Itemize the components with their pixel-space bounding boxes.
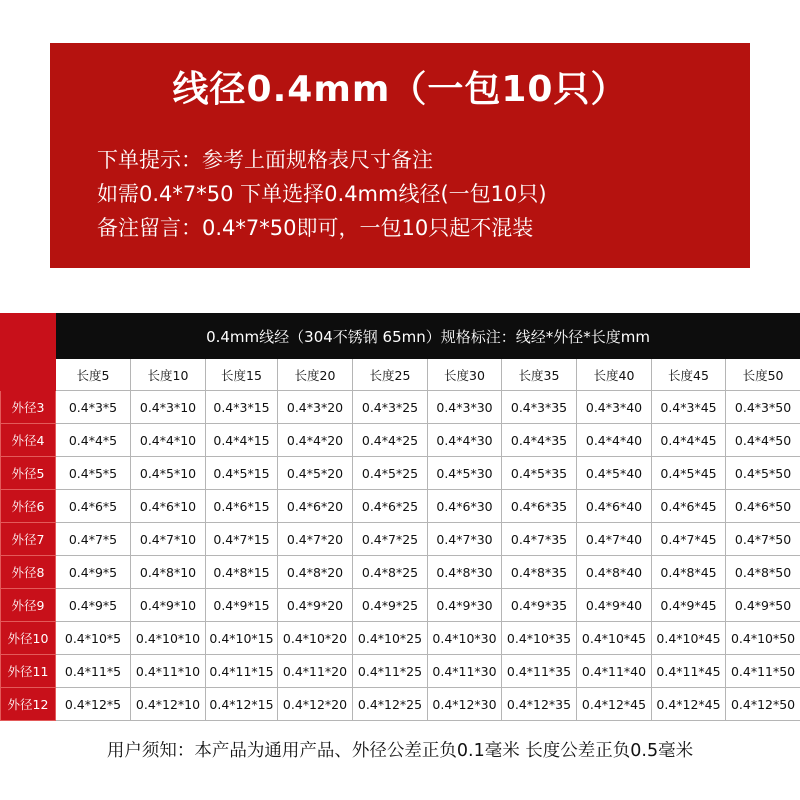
spec-cell: 0.4*11*50 bbox=[726, 655, 800, 688]
spec-cell: 0.4*7*15 bbox=[206, 523, 278, 556]
spec-cell: 0.4*11*40 bbox=[577, 655, 652, 688]
length-header-cell: 长度30 bbox=[428, 359, 502, 391]
table-title-row bbox=[1, 314, 800, 359]
spec-cell: 0.4*5*45 bbox=[652, 457, 726, 490]
spec-cell: 0.4*11*30 bbox=[428, 655, 502, 688]
length-header-cell: 长度20 bbox=[278, 359, 353, 391]
outer-diameter-label: 外径10 bbox=[1, 622, 56, 655]
spec-cell: 0.4*5*15 bbox=[206, 457, 278, 490]
spec-cell: 0.4*10*45 bbox=[577, 622, 652, 655]
spec-cell: 0.4*8*40 bbox=[577, 556, 652, 589]
length-header-cell: 长度15 bbox=[206, 359, 278, 391]
spec-cell: 0.4*4*25 bbox=[353, 424, 428, 457]
spec-cell: 0.4*12*20 bbox=[278, 688, 353, 721]
spec-cell: 0.4*4*50 bbox=[726, 424, 800, 457]
spec-cell: 0.4*6*40 bbox=[577, 490, 652, 523]
spec-cell: 0.4*3*30 bbox=[428, 391, 502, 424]
spec-cell: 0.4*10*25 bbox=[353, 622, 428, 655]
spec-cell: 0.4*10*45 bbox=[652, 622, 726, 655]
spec-cell: 0.4*11*45 bbox=[652, 655, 726, 688]
outer-diameter-label: 外径7 bbox=[1, 523, 56, 556]
spec-cell: 0.4*6*45 bbox=[652, 490, 726, 523]
spec-cell: 0.4*6*30 bbox=[428, 490, 502, 523]
spec-cell: 0.4*4*5 bbox=[56, 424, 131, 457]
table-row bbox=[1, 622, 800, 655]
spec-cell: 0.4*9*50 bbox=[726, 589, 800, 622]
promo-banner bbox=[50, 43, 750, 268]
spec-cell: 0.4*10*35 bbox=[502, 622, 577, 655]
spec-table bbox=[0, 313, 800, 721]
spec-cell: 0.4*6*15 bbox=[206, 490, 278, 523]
spec-cell: 0.4*9*30 bbox=[428, 589, 502, 622]
spec-cell: 0.4*6*25 bbox=[353, 490, 428, 523]
remark-instruction-line: 备注留言：0.4*7*50即可，一包10只起不混装 bbox=[97, 216, 534, 240]
table-row bbox=[1, 490, 800, 523]
outer-diameter-label: 外径11 bbox=[1, 655, 56, 688]
length-header-cell: 长度25 bbox=[353, 359, 428, 391]
spec-cell: 0.4*4*30 bbox=[428, 424, 502, 457]
spec-cell: 0.4*3*25 bbox=[353, 391, 428, 424]
outer-diameter-label: 外径12 bbox=[1, 688, 56, 721]
spec-cell: 0.4*7*5 bbox=[56, 523, 131, 556]
banner-title: 线径0.4mm（一包10只） bbox=[172, 69, 628, 110]
spec-cell: 0.4*8*20 bbox=[278, 556, 353, 589]
spec-cell: 0.4*3*15 bbox=[206, 391, 278, 424]
length-header-cell: 长度50 bbox=[726, 359, 800, 391]
table-title: 0.4mm线经（304不锈钢 65mn）规格标注：线经*外径*长度mm bbox=[56, 314, 800, 359]
spec-cell: 0.4*3*35 bbox=[502, 391, 577, 424]
spec-cell: 0.4*12*45 bbox=[652, 688, 726, 721]
spec-cell: 0.4*4*40 bbox=[577, 424, 652, 457]
spec-cell: 0.4*3*40 bbox=[577, 391, 652, 424]
spec-cell: 0.4*4*20 bbox=[278, 424, 353, 457]
spec-cell: 0.4*5*35 bbox=[502, 457, 577, 490]
spec-cell: 0.4*3*10 bbox=[131, 391, 206, 424]
outer-diameter-label: 外径8 bbox=[1, 556, 56, 589]
spec-cell: 0.4*5*40 bbox=[577, 457, 652, 490]
spec-cell: 0.4*6*50 bbox=[726, 490, 800, 523]
spec-cell: 0.4*8*30 bbox=[428, 556, 502, 589]
spec-cell: 0.4*10*50 bbox=[726, 622, 800, 655]
spec-cell: 0.4*7*10 bbox=[131, 523, 206, 556]
spec-cell: 0.4*9*10 bbox=[131, 589, 206, 622]
spec-cell: 0.4*11*25 bbox=[353, 655, 428, 688]
spec-cell: 0.4*12*25 bbox=[353, 688, 428, 721]
spec-cell: 0.4*7*20 bbox=[278, 523, 353, 556]
spec-cell: 0.4*5*5 bbox=[56, 457, 131, 490]
spec-cell: 0.4*6*10 bbox=[131, 490, 206, 523]
spec-cell: 0.4*4*15 bbox=[206, 424, 278, 457]
spec-cell: 0.4*3*50 bbox=[726, 391, 800, 424]
spec-cell: 0.4*8*35 bbox=[502, 556, 577, 589]
spec-cell: 0.4*10*5 bbox=[56, 622, 131, 655]
spec-cell: 0.4*5*25 bbox=[353, 457, 428, 490]
table-row bbox=[1, 523, 800, 556]
spec-cell: 0.4*10*20 bbox=[278, 622, 353, 655]
spec-cell: 0.4*11*5 bbox=[56, 655, 131, 688]
length-header-cell: 长度5 bbox=[56, 359, 131, 391]
table-row bbox=[1, 457, 800, 490]
outer-diameter-label: 外径9 bbox=[1, 589, 56, 622]
spec-cell: 0.4*12*10 bbox=[131, 688, 206, 721]
length-header-cell: 长度10 bbox=[131, 359, 206, 391]
spec-cell: 0.4*9*35 bbox=[502, 589, 577, 622]
spec-cell: 0.4*8*45 bbox=[652, 556, 726, 589]
table-row bbox=[1, 424, 800, 457]
spec-cell: 0.4*11*20 bbox=[278, 655, 353, 688]
spec-cell: 0.4*12*50 bbox=[726, 688, 800, 721]
order-tip-line: 下单提示：参考上面规格表尺寸备注 bbox=[97, 148, 433, 172]
outer-diameter-label: 外径5 bbox=[1, 457, 56, 490]
spec-cell: 0.4*7*50 bbox=[726, 523, 800, 556]
table-row bbox=[1, 589, 800, 622]
spec-cell: 0.4*5*50 bbox=[726, 457, 800, 490]
spec-cell: 0.4*12*30 bbox=[428, 688, 502, 721]
table-row bbox=[1, 655, 800, 688]
spec-cell: 0.4*7*40 bbox=[577, 523, 652, 556]
spec-cell: 0.4*6*35 bbox=[502, 490, 577, 523]
spec-cell: 0.4*6*5 bbox=[56, 490, 131, 523]
order-example-line: 如需0.4*7*50 下单选择0.4mm线径(一包10只) bbox=[97, 182, 547, 206]
spec-cell: 0.4*9*20 bbox=[278, 589, 353, 622]
spec-cell: 0.4*10*15 bbox=[206, 622, 278, 655]
spec-cell: 0.4*12*15 bbox=[206, 688, 278, 721]
spec-cell: 0.4*8*25 bbox=[353, 556, 428, 589]
spec-cell: 0.4*7*25 bbox=[353, 523, 428, 556]
spec-cell: 0.4*5*30 bbox=[428, 457, 502, 490]
spec-cell: 0.4*9*25 bbox=[353, 589, 428, 622]
spec-cell: 0.4*12*45 bbox=[577, 688, 652, 721]
length-header-corner bbox=[1, 359, 56, 391]
spec-cell: 0.4*6*20 bbox=[278, 490, 353, 523]
spec-cell: 0.4*8*10 bbox=[131, 556, 206, 589]
spec-cell: 0.4*12*35 bbox=[502, 688, 577, 721]
order-instructions bbox=[97, 143, 547, 245]
table-row bbox=[1, 391, 800, 424]
outer-diameter-label: 外径4 bbox=[1, 424, 56, 457]
spec-cell: 0.4*9*15 bbox=[206, 589, 278, 622]
spec-cell: 0.4*10*10 bbox=[131, 622, 206, 655]
spec-cell: 0.4*10*30 bbox=[428, 622, 502, 655]
spec-cell: 0.4*5*20 bbox=[278, 457, 353, 490]
spec-cell: 0.4*4*45 bbox=[652, 424, 726, 457]
spec-cell: 0.4*3*20 bbox=[278, 391, 353, 424]
spec-cell: 0.4*9*45 bbox=[652, 589, 726, 622]
spec-cell: 0.4*3*45 bbox=[652, 391, 726, 424]
outer-diameter-label: 外径6 bbox=[1, 490, 56, 523]
spec-cell: 0.4*11*10 bbox=[131, 655, 206, 688]
table-row bbox=[1, 556, 800, 589]
length-header-cell: 长度35 bbox=[502, 359, 577, 391]
spec-cell: 0.4*12*5 bbox=[56, 688, 131, 721]
table-title-corner bbox=[1, 314, 56, 359]
spec-cell: 0.4*11*35 bbox=[502, 655, 577, 688]
spec-cell: 0.4*9*5 bbox=[56, 556, 131, 589]
spec-cell: 0.4*4*10 bbox=[131, 424, 206, 457]
spec-cell: 0.4*3*5 bbox=[56, 391, 131, 424]
spec-cell: 0.4*9*40 bbox=[577, 589, 652, 622]
spec-cell: 0.4*9*5 bbox=[56, 589, 131, 622]
footer-note: 用户须知：本产品为通用产品、外径公差正负0.1毫米 长度公差正负0.5毫米 bbox=[106, 741, 694, 761]
length-header-row bbox=[1, 359, 800, 391]
spec-cell: 0.4*7*45 bbox=[652, 523, 726, 556]
spec-cell: 0.4*7*35 bbox=[502, 523, 577, 556]
length-header-cell: 长度40 bbox=[577, 359, 652, 391]
table-row bbox=[1, 688, 800, 721]
spec-cell: 0.4*8*50 bbox=[726, 556, 800, 589]
spec-cell: 0.4*11*15 bbox=[206, 655, 278, 688]
spec-cell: 0.4*4*35 bbox=[502, 424, 577, 457]
spec-cell: 0.4*8*15 bbox=[206, 556, 278, 589]
spec-cell: 0.4*5*10 bbox=[131, 457, 206, 490]
length-header-cell: 长度45 bbox=[652, 359, 726, 391]
outer-diameter-label: 外径3 bbox=[1, 391, 56, 424]
spec-cell: 0.4*7*30 bbox=[428, 523, 502, 556]
